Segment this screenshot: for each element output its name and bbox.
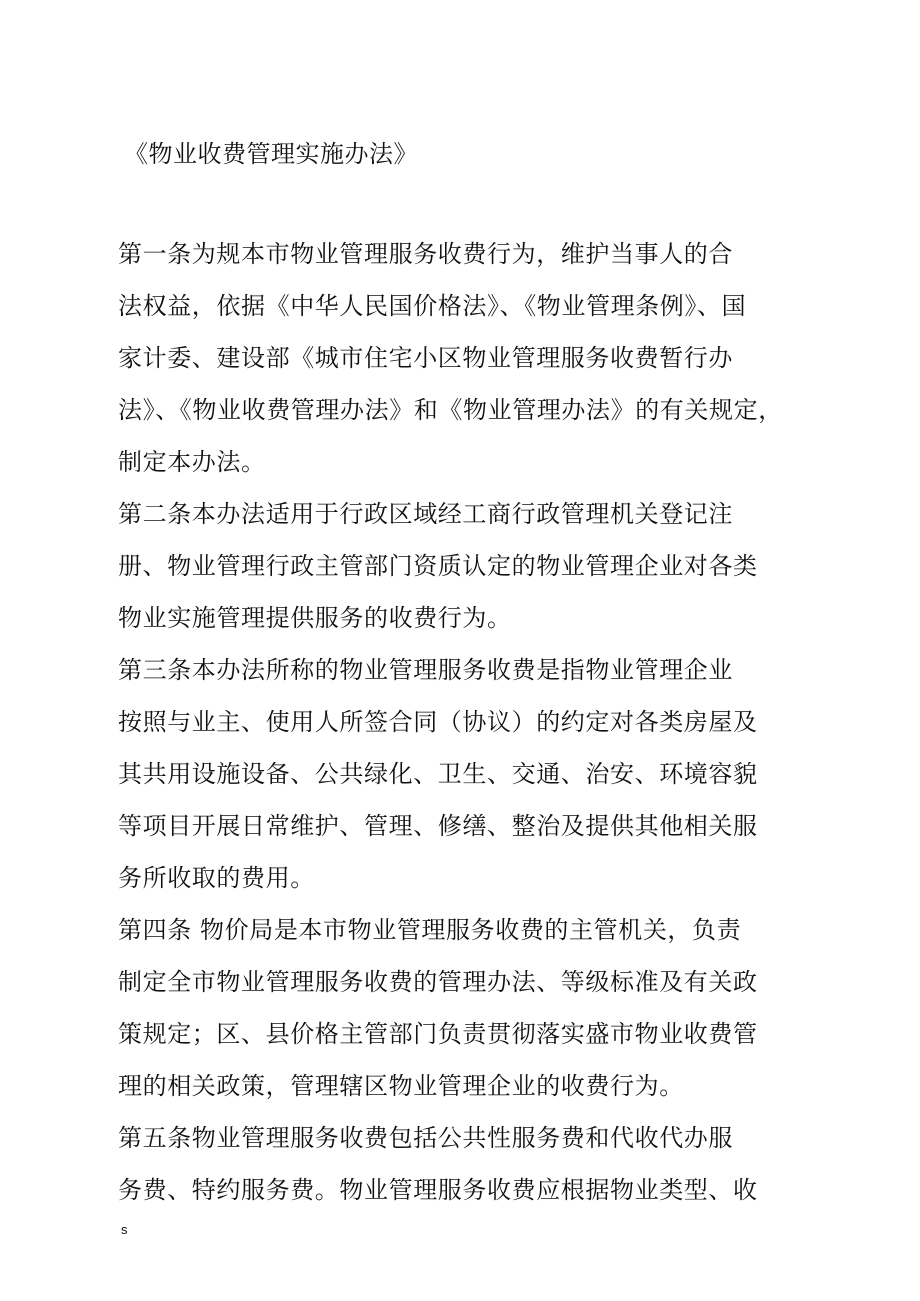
paragraph-line: 制定全市物业管理服务收费的管理办法、等级标准及有关政	[118, 968, 758, 996]
paragraph-line: 等项目开展日常维护、管理、修缮、整治及提供其他相关服	[118, 812, 758, 840]
footer-mark: s	[121, 1222, 128, 1237]
paragraph-line: 法权益，依据《中华人民国价格法》、《物业管理条例》、国	[118, 292, 747, 320]
paragraph-line: 按照与业主、使用人所签合同（协议）的约定对各类房屋及	[118, 708, 758, 736]
paragraph-line: 家计委、建设部《城市住宅小区物业管理服务收费暂行办	[118, 344, 733, 372]
paragraph-line: 第三条本办法所称的物业管理服务收费是指物业管理企业	[118, 656, 733, 684]
paragraph-line: 第一条为规本市物业管理服务收费行为，维护当事人的合	[118, 240, 733, 268]
paragraph-line: 务费、特约服务费。物业管理服务收费应根据物业类型、收	[118, 1176, 758, 1204]
paragraph-line: 第二条本办法适用于行政区域经工商行政管理机关登记注	[118, 500, 733, 528]
paragraph-line: 理的相关政策，管理辖区物业管理企业的收费行为。	[118, 1072, 684, 1100]
paragraph-line: 法》、《物业收费管理办法》和《物业管理办法》的有关规定，	[118, 396, 783, 424]
paragraph-line: 物业实施管理提供服务的收费行为。	[118, 604, 512, 632]
document-title: 《物业收费管理实施办法》	[124, 140, 418, 168]
paragraph-line: 第四条 物价局是本市物业管理服务收费的主管机关，负责	[118, 916, 742, 944]
paragraph-line: 册、物业管理行政主管部门资质认定的物业管理企业对各类	[118, 552, 758, 580]
paragraph-line: 策规定；区、县价格主管部门负责贯彻落实盛市物业收费管	[118, 1020, 758, 1048]
paragraph-line: 务所收取的费用。	[118, 864, 315, 892]
paragraph-line: 制定本办法。	[118, 448, 266, 476]
paragraph-line: 第五条物业管理服务收费包括公共性服务费和代收代办服	[118, 1124, 733, 1152]
paragraph-line: 其共用设施设备、公共绿化、卫生、交通、治安、环境容貌	[118, 760, 758, 788]
